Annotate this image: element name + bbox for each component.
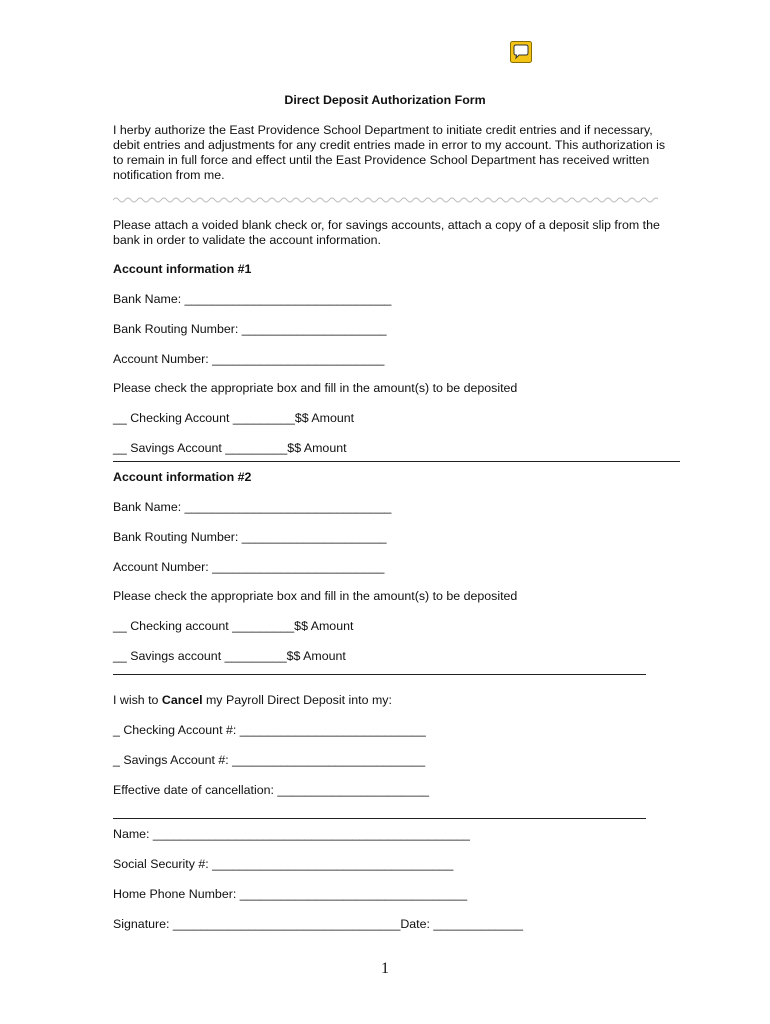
section-divider-2 [113,674,646,675]
speech-bubble-icon[interactable] [510,41,532,63]
account-1-heading: Account information #1 [113,262,252,276]
section-divider-3 [113,818,646,819]
account-1-bank-name-field[interactable]: Bank Name: ______________________________ [113,292,392,306]
form-title: Direct Deposit Authorization Form [284,93,486,107]
account-1-checking-field[interactable]: __ Checking Account _________$$ Amount [113,411,355,425]
cancel-statement [113,693,392,707]
signature-date-field[interactable]: Signature: _________________________________Date: _____________ [113,917,523,931]
account-1-savings-field[interactable]: __ Savings Account _________$$ Amount [113,441,347,455]
cancel-bold: Cancel [161,693,203,707]
cancel-checking-field[interactable]: _ Checking Account #: ___________________________ [113,723,426,737]
cancel-suffix: my Payroll Direct Deposit into my: [202,693,392,707]
cancel-savings-field[interactable]: _ Savings Account #: ____________________________ [113,753,426,767]
authorization-paragraph: I herby authorize the East Providence School Department to initiate credit entries and if necessary, debit entries and adjustments for any credit entries made in error to my account. This authorization is to remain in full force and effect until the East Providence School Department has received written notification from me. [113,123,666,182]
account-2-heading: Account information #2 [113,470,252,484]
section-divider-1 [113,461,680,462]
account-1-check-note: Please check the appropriate box and fill in the amount(s) to be deposited [113,381,518,395]
cancel-effective-date-field[interactable]: Effective date of cancellation: ______________________ [113,783,429,797]
ssn-field[interactable]: Social Security #: ___________________________________ [113,857,454,871]
account-2-routing-field[interactable]: Bank Routing Number: _____________________ [113,530,387,544]
account-1-account-number-field[interactable]: Account Number: _________________________ [113,352,385,366]
account-2-savings-field[interactable]: __ Savings account _________$$ Amount [113,649,346,663]
account-1-routing-field[interactable]: Bank Routing Number: _____________________ [113,322,387,336]
name-field[interactable]: Name: ______________________________________________ [113,827,470,841]
account-2-checking-field[interactable]: __ Checking account _________$$ Amount [113,619,354,633]
account-2-account-number-field[interactable]: Account Number: _________________________ [113,560,385,574]
account-2-check-note: Please check the appropriate box and fill in the amount(s) to be deposited [113,589,518,603]
cancel-prefix: I wish to [113,693,162,707]
page-number: 1 [381,960,389,977]
wavy-divider [113,196,658,204]
home-phone-field[interactable]: Home Phone Number: _________________________________ [113,887,468,901]
attach-check-note: Please attach a voided blank check or, for savings accounts, attach a copy of a deposit slip from the bank in order to validate the account information. [113,218,660,247]
account-2-bank-name-field[interactable]: Bank Name: ______________________________ [113,500,392,514]
